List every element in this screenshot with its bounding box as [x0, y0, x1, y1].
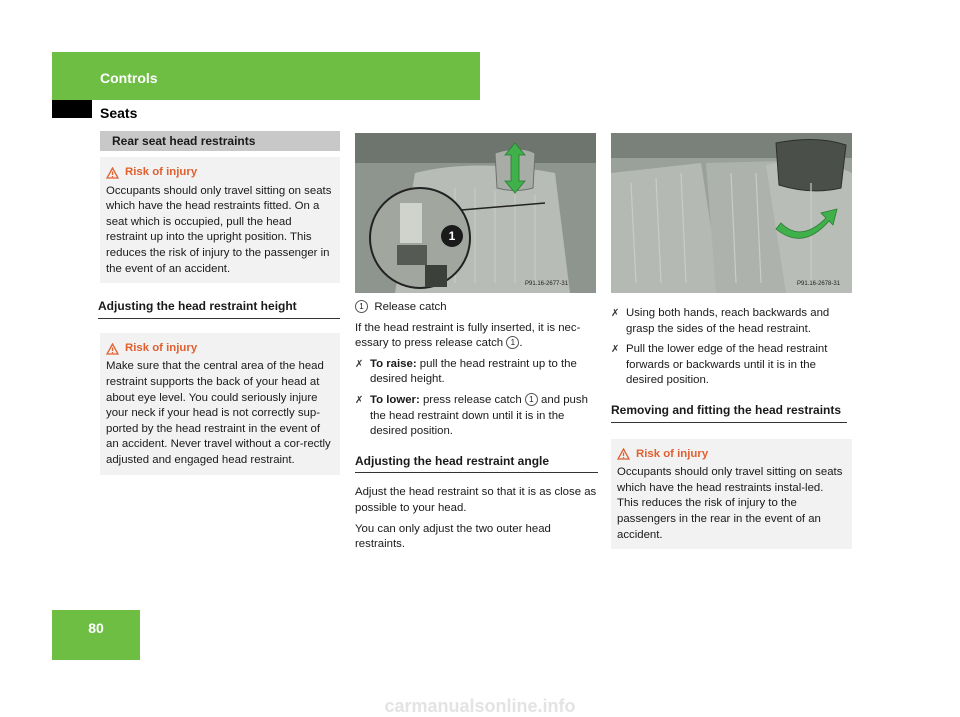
legend-release-catch — [355, 300, 598, 316]
bullet-raise-label: To raise: — [370, 357, 417, 370]
intro-text-a: If the head restraint is fully inserted, it is nec-essary to press release catch — [355, 321, 581, 350]
warning-title-2 — [106, 341, 334, 357]
warning-title-text-1: Risk of injury — [125, 166, 198, 178]
warning-title-1 — [106, 165, 334, 181]
bullet-arrow-icon: ✗ — [611, 308, 620, 319]
bullet-lower-text-b: and push the head restraint down until it is in the desired position. — [370, 393, 588, 438]
warning-text-2: Make sure that the central area of the head restraint supports the back of your head at about eye level. You could seriously injure your neck if your head is not correctly sup-ported by the head restraint in the event of an accident. Never travel without a cor-rectly adjusted and engaged head restraint. — [106, 360, 331, 466]
bullet-grasp — [611, 306, 852, 337]
section-title: Seats — [100, 105, 138, 121]
warning-box-3 — [611, 439, 852, 550]
photo-head-restraint-height — [355, 133, 596, 293]
angle-paragraph-1: Adjust the head restraint so that it is as close as possible to your head. — [355, 486, 597, 514]
warning-triangle-icon — [106, 343, 119, 355]
legend-text: Release catch — [374, 301, 447, 313]
warning-triangle-icon — [617, 448, 630, 460]
bullet-lower-number: 1 — [525, 393, 538, 406]
warning-box-2 — [100, 333, 340, 475]
intro-paragraph — [355, 321, 598, 352]
bullet-arrow-icon: ✗ — [611, 344, 620, 356]
watermark: carmanualsonline.info — [384, 696, 576, 716]
bullet-arrow-icon: ✗ — [355, 358, 364, 370]
bullet-raise-text: pull the head restraint up to the desired height. — [370, 357, 577, 386]
bullet-raise — [355, 357, 598, 388]
bullet-lower-text-a: press release catch — [419, 393, 522, 406]
bullet-arrow-icon: ✗ — [355, 394, 364, 406]
photo-head-restraint-angle — [611, 133, 852, 293]
warning-title-3 — [617, 447, 846, 463]
section-tab-marker — [52, 100, 92, 118]
bullet-lower-label: To lower: — [370, 393, 420, 406]
legend-number: 1 — [355, 300, 368, 313]
warning-box-1 — [100, 157, 340, 283]
heading-removing-fitting: Removing and fitting the head restraints — [611, 403, 847, 423]
photo-code-1: P91.16-2677-31 — [525, 281, 569, 287]
angle-paragraph-2: You can only adjust the two outer head restraints. — [355, 522, 551, 551]
bullet-pull-text: Pull the lower edge of the head restraint forwards or backwards until it is in the desired position. — [626, 343, 828, 387]
bullet-pull — [611, 342, 852, 389]
bullet-lower — [355, 393, 598, 440]
column-left — [100, 131, 340, 475]
box-title: Rear seat head restraints — [100, 131, 340, 151]
warning-text-1: Occupants should only travel sitting on seats which have the head restraints fitted. On a seat which is occupied, pull the head restraint up into the upright position. This reduces the risk of injury to the passenger in the event of an accident. — [106, 184, 332, 275]
warning-triangle-icon — [106, 167, 119, 179]
photo-code-2: P91.16-2678-31 — [797, 281, 841, 287]
heading-adjust-angle: Adjusting the head restraint angle — [355, 454, 598, 474]
intro-number: 1 — [506, 336, 519, 349]
warning-text-3: Occupants should only travel sitting on seats which have the head restraints instal-led. This reduces the risk of injury to the passengers in the rear in the event of an accident. — [617, 466, 843, 541]
column-middle — [355, 300, 598, 553]
page-number: 80 — [88, 620, 104, 636]
head-restraint-height-illustration — [355, 133, 596, 293]
head-restraint-angle-illustration — [611, 133, 852, 293]
chapter-title: Controls — [100, 70, 158, 86]
callout-1: 1 — [441, 225, 463, 247]
warning-title-text-2: Risk of injury — [125, 341, 198, 354]
heading-adjust-height: Adjusting the head restraint height — [98, 299, 340, 319]
intro-text-b: . — [519, 337, 523, 350]
bullet-grasp-text: Using both hands, reach backwards and grasp the sides of the head restraint. — [626, 307, 830, 335]
warning-title-text-3: Risk of injury — [636, 447, 709, 460]
column-right — [611, 306, 852, 549]
